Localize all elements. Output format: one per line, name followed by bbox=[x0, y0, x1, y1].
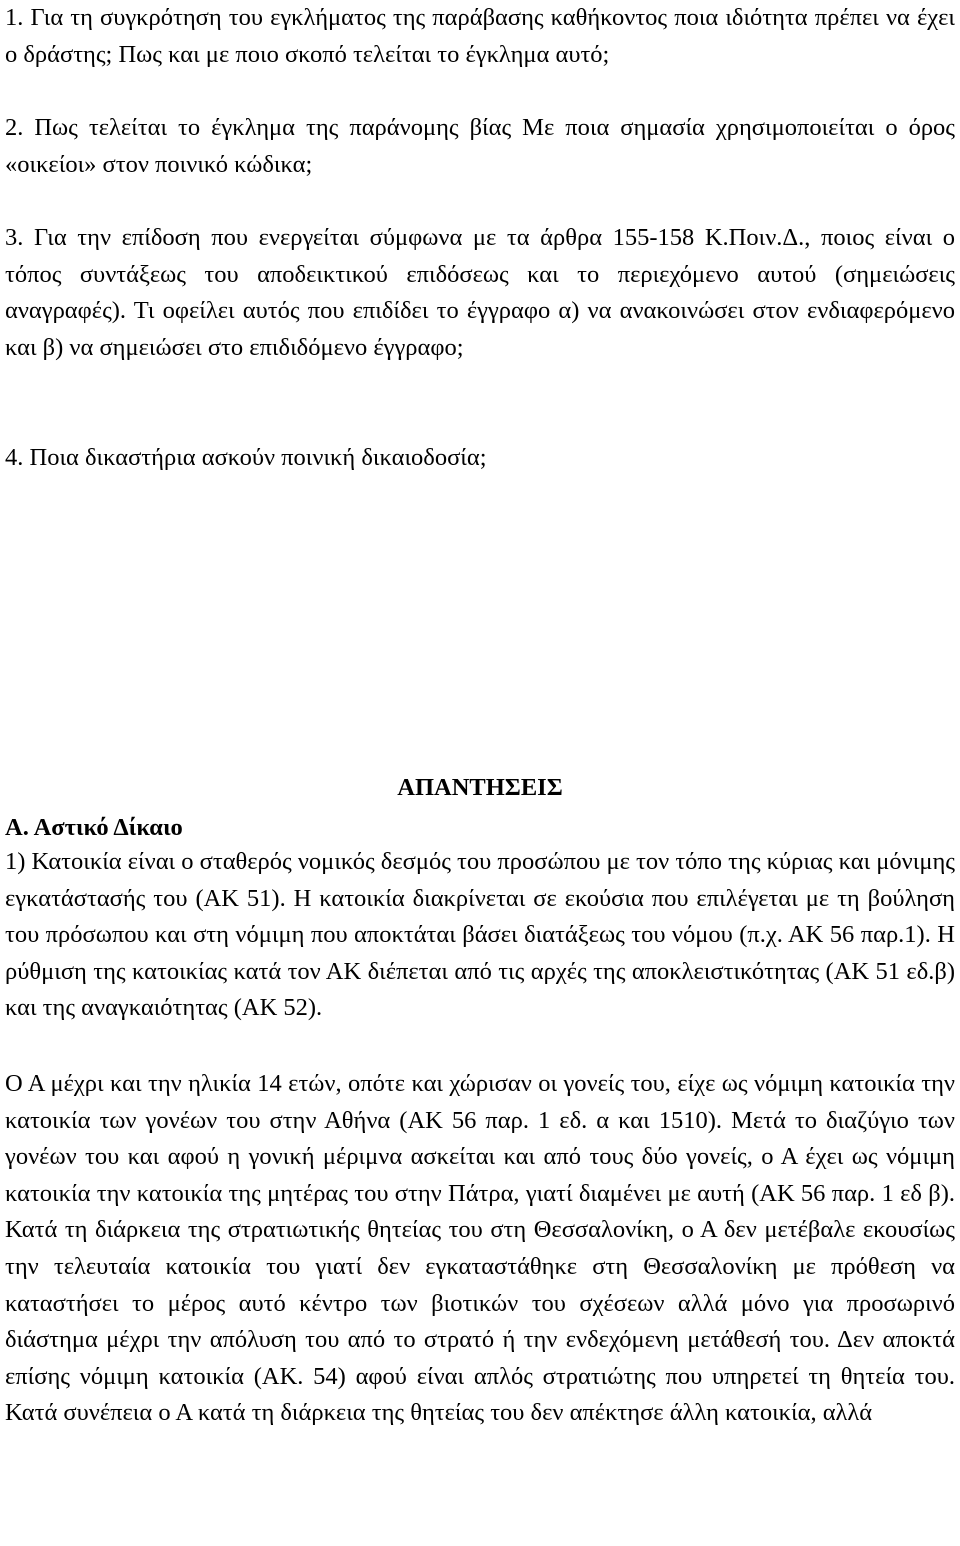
answers-heading-text: ΑΠΑΝΤΗΣΕΙΣ bbox=[397, 774, 563, 801]
question-2: 2. Πως τελείται το έγκλημα της παράνομης βίας Με ποια σημασία χρησιμοποιείται ο όρος «οικείοι» στον ποινικό κώδικα; bbox=[5, 114, 955, 178]
answer-paragraph-1: 1) Κατοικία είναι ο σταθερός νομικός δεσμός του προσώπου με τον τόπο της κύριας και μόνιμης εγκατάστασής του (ΑΚ 51). Η κατοικία διακρίνεται σε εκούσια που επιλέγεται με τη βούληση του πρόσωπου και στη νόμιμη που αποκτάται βάσει διατάξεως του νόμου (π.χ. ΑΚ 56 παρ.1). Η ρύθμιση της κατοικίας κατά τον ΑΚ διέπεται από τις αρχές της αποκλειστικότητας (ΑΚ 51 εδ.β) και της αναγκαιότητας (ΑΚ 52). bbox=[5, 848, 955, 1022]
answers-heading bbox=[0, 770, 960, 806]
question-4: 4. Ποια δικαστήρια ασκούν ποινική δικαιοδοσία; bbox=[5, 444, 487, 471]
answer-paragraph-2: Ο Α μέχρι και την ηλικία 14 ετών, οπότε και χώρισαν οι γονείς του, είχε ως νόμιμη κατοικία την κατοικία των γονέων του στην Αθήνα (ΑΚ 56 παρ. 1 εδ. α και 1510). Μετά το διαζύγιο των γονέων του και αφού η γονική μέριμνα ασκείται και από τους δύο γονείς, ο Α έχει ως νόμιμη κατοικία την κατοικία της μητέρας του στην Πάτρα, γιατί διαμένει με αυτή (ΑΚ 56 παρ. 1 εδ β). Κατά τη διάρκεια της στρατιωτικής θητείας του στη Θεσσαλονίκη, ο Α δεν μετέβαλε εκουσίως την τελευταία κατοικία του γιατί δεν εγκαταστάθηκε στη Θεσσαλονίκη με πρόθεση να καταστήσει το μέρος αυτό κέντρο των βιοτικών του σχέσεων αλλά μόνο για προσωρινό διάστημα μέχρι την απόλυση του από το στρατό ή την ενδεχόμενη μετάθεσή του. Δεν αποκτά επίσης νόμιμη κατοικία (ΑΚ. 54) αφού είναι απλός στρατιώτης που υπηρετεί τη θητεία του. Κατά συνέπεια ο Α κατά τη διάρκεια της θητείας του δεν απέκτησε άλλη κατοικία, αλλά bbox=[5, 1070, 955, 1427]
question-3: 3. Για την επίδοση που ενεργείται σύμφωνα με τα άρθρα 155-158 Κ.Ποιν.Δ., ποιος είναι ο τόπος συντάξεως του αποδεικτικού επιδόσεως και το περιεχόμενο αυτού (σημειώσεις αναγραφές). Τι οφείλει αυτός που επιδίδει το έγγραφο α) να ανακοινώσει στον ενδιαφερόμενο και β) να σημειώσει στο επιδιδόμενο έγγραφο; bbox=[5, 224, 955, 361]
section-title: Α. Αστικό Δίκαιο bbox=[5, 814, 183, 841]
question-1: 1. Για τη συγκρότηση του εγκλήματος της παράβασης καθήκοντος ποια ιδιότητα πρέπει να έχει ο δράστης; Πως και με ποιο σκοπό τελείται το έγκλημα αυτό; bbox=[5, 4, 955, 68]
